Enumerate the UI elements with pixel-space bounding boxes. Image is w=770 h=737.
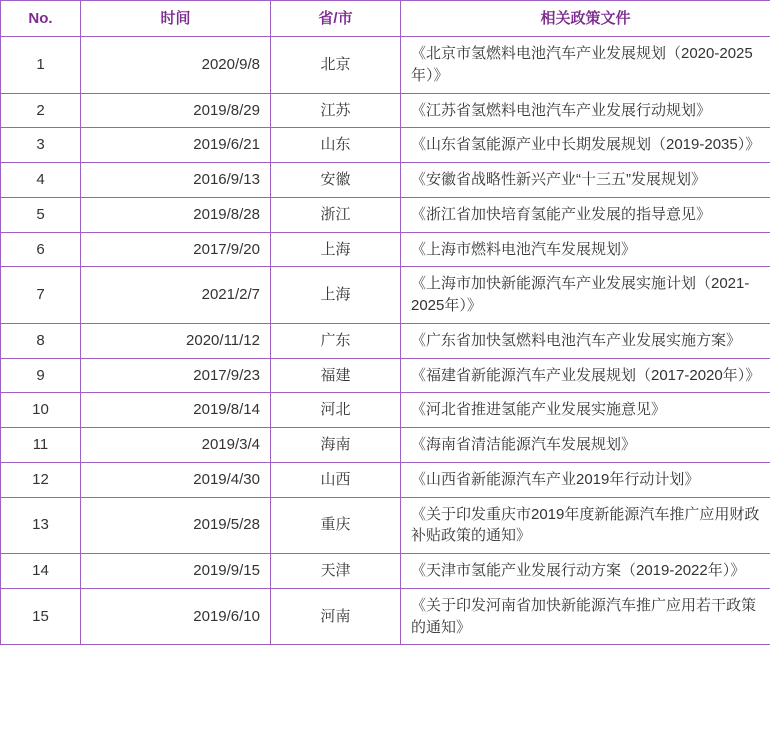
table-row [1,554,770,589]
table-row [1,497,770,554]
cell-no: 10 [1,393,81,428]
column-header-document: 相关政策文件 [401,1,770,37]
cell-document: 《关于印发河南省加快新能源汽车推广应用若干政策的通知》 [401,588,770,645]
cell-province: 天津 [271,554,401,589]
cell-document: 《江苏省氢燃料电池汽车产业发展行动规划》 [401,93,770,128]
table-row [1,462,770,497]
header-row [1,1,770,37]
cell-time: 2019/6/21 [81,128,271,163]
column-header-no: No. [1,1,81,37]
cell-no: 2 [1,93,81,128]
cell-province: 海南 [271,428,401,463]
cell-time: 2019/8/29 [81,93,271,128]
cell-no: 13 [1,497,81,554]
column-header-time: 时间 [81,1,271,37]
table-row [1,588,770,645]
cell-document: 《福建省新能源汽车产业发展规划（2017-2020年）》 [401,358,770,393]
cell-time: 2019/8/14 [81,393,271,428]
cell-province: 重庆 [271,497,401,554]
table-row [1,393,770,428]
cell-province: 河南 [271,588,401,645]
cell-time: 2019/4/30 [81,462,271,497]
cell-no: 6 [1,232,81,267]
cell-time: 2019/8/28 [81,197,271,232]
cell-document: 《浙江省加快培育氢能产业发展的指导意见》 [401,197,770,232]
cell-document: 《上海市加快新能源汽车产业发展实施计划（2021-2025年）》 [401,267,770,324]
cell-province: 上海 [271,267,401,324]
cell-time: 2019/9/15 [81,554,271,589]
cell-document: 《上海市燃料电池汽车发展规划》 [401,232,770,267]
cell-no: 1 [1,37,81,94]
cell-province: 江苏 [271,93,401,128]
cell-time: 2017/9/20 [81,232,271,267]
cell-time: 2019/6/10 [81,588,271,645]
cell-no: 3 [1,128,81,163]
cell-document: 《天津市氢能产业发展行动方案（2019-2022年）》 [401,554,770,589]
cell-no: 4 [1,163,81,198]
cell-time: 2019/3/4 [81,428,271,463]
cell-province: 福建 [271,358,401,393]
cell-province: 安徽 [271,163,401,198]
table-row [1,323,770,358]
cell-document: 《山西省新能源汽车产业2019年行动计划》 [401,462,770,497]
table-row [1,37,770,94]
column-header-province: 省/市 [271,1,401,37]
cell-time: 2020/11/12 [81,323,271,358]
table-row [1,128,770,163]
table-body [1,37,770,645]
cell-time: 2020/9/8 [81,37,271,94]
cell-no: 9 [1,358,81,393]
cell-province: 浙江 [271,197,401,232]
cell-province: 山东 [271,128,401,163]
table-row [1,163,770,198]
cell-no: 7 [1,267,81,324]
cell-no: 12 [1,462,81,497]
cell-time: 2019/5/28 [81,497,271,554]
cell-province: 河北 [271,393,401,428]
cell-document: 《海南省清洁能源汽车发展规划》 [401,428,770,463]
table-row [1,428,770,463]
table-row [1,267,770,324]
cell-no: 14 [1,554,81,589]
cell-document: 《北京市氢燃料电池汽车产业发展规划（2020-2025年）》 [401,37,770,94]
cell-document: 《河北省推进氢能产业发展实施意见》 [401,393,770,428]
table-header [1,1,770,37]
cell-province: 上海 [271,232,401,267]
cell-document: 《安徽省战略性新兴产业“十三五”发展规划》 [401,163,770,198]
table-row [1,197,770,232]
cell-no: 8 [1,323,81,358]
cell-document: 《广东省加快氢燃料电池汽车产业发展实施方案》 [401,323,770,358]
table-row [1,93,770,128]
cell-no: 5 [1,197,81,232]
cell-province: 山西 [271,462,401,497]
cell-province: 北京 [271,37,401,94]
cell-time: 2021/2/7 [81,267,271,324]
cell-time: 2017/9/23 [81,358,271,393]
cell-no: 11 [1,428,81,463]
cell-document: 《山东省氢能源产业中长期发展规划（2019-2035）》 [401,128,770,163]
cell-time: 2016/9/13 [81,163,271,198]
table-row [1,358,770,393]
cell-no: 15 [1,588,81,645]
cell-province: 广东 [271,323,401,358]
cell-document: 《关于印发重庆市2019年度新能源汽车推广应用财政补贴政策的通知》 [401,497,770,554]
table-row [1,232,770,267]
